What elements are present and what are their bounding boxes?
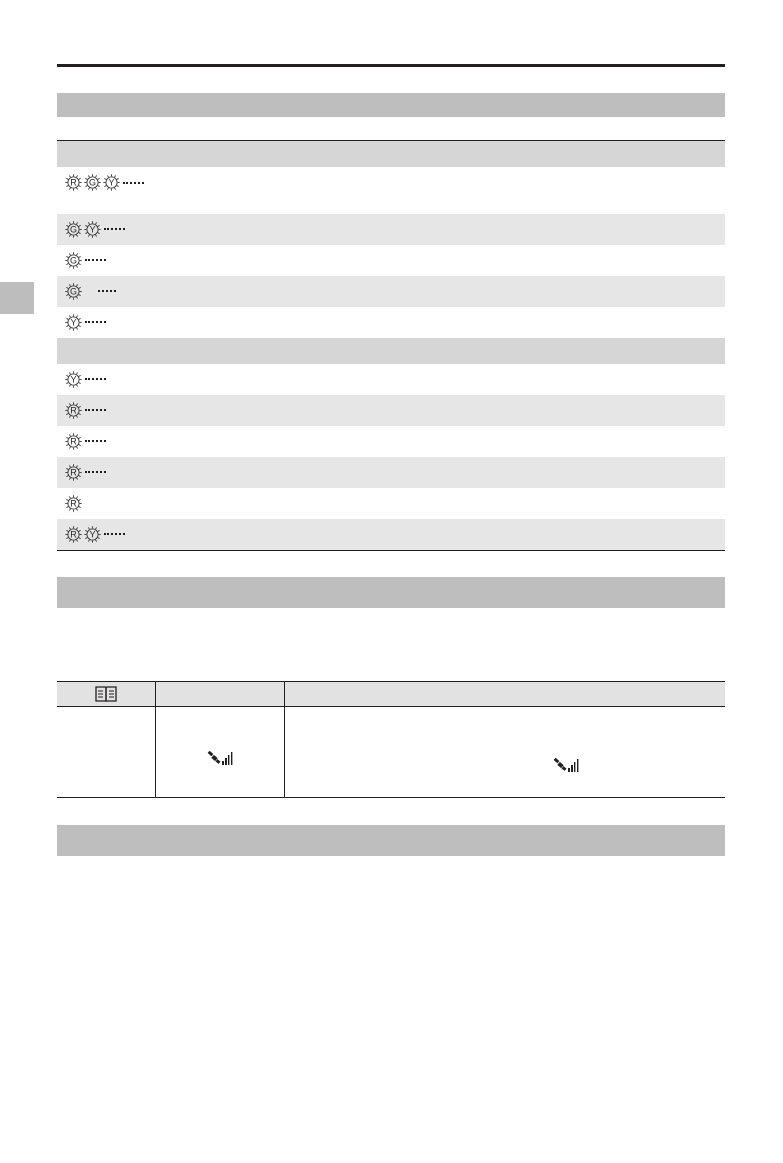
svg-text:R: R — [70, 405, 77, 416]
top-rule — [57, 64, 725, 67]
gps-table-header — [57, 681, 725, 707]
gps-signal-icon — [552, 756, 582, 779]
led-group-header — [57, 141, 725, 167]
led-r-icon — [65, 464, 82, 481]
led-g-icon — [65, 221, 82, 238]
blink-dots — [104, 228, 125, 232]
svg-text:R: R — [70, 436, 77, 447]
svg-text:G: G — [69, 255, 78, 266]
svg-text:Y: Y — [70, 317, 77, 328]
led-y-icon — [65, 314, 82, 331]
svg-text:G: G — [69, 224, 78, 235]
led-g-icon — [65, 252, 82, 269]
blink-dots — [85, 378, 106, 382]
svg-text:G: G — [88, 177, 97, 188]
led-y-icon — [84, 221, 101, 238]
svg-text:Y: Y — [108, 177, 115, 188]
gps-table — [57, 681, 725, 798]
svg-text:R: R — [70, 177, 77, 188]
blink-dots — [85, 409, 106, 413]
svg-text:R: R — [70, 529, 77, 540]
led-pattern-row — [57, 364, 725, 395]
led-pattern-row — [57, 426, 725, 457]
section-bar-gps — [57, 577, 725, 608]
led-r-icon — [65, 174, 82, 191]
blink-dots — [123, 182, 144, 186]
led-group-header — [57, 338, 725, 364]
led-pattern-row — [57, 519, 725, 550]
led-y-icon — [65, 371, 82, 388]
svg-text:Y: Y — [89, 224, 96, 235]
section-bar-led-indicators — [57, 93, 725, 117]
led-g-icon — [84, 174, 101, 191]
svg-text:Y: Y — [70, 374, 77, 385]
gps-signal-icon — [206, 749, 236, 772]
led-pattern-row — [57, 488, 725, 519]
section-bar-bottom — [57, 825, 725, 856]
svg-text:Y: Y — [89, 529, 96, 540]
svg-text:G: G — [69, 286, 78, 297]
led-r-icon — [65, 526, 82, 543]
led-pattern-row — [57, 276, 725, 307]
svg-text:R: R — [70, 498, 77, 509]
led-pattern-row — [57, 167, 725, 214]
led-r-icon — [65, 433, 82, 450]
led-g-icon — [65, 283, 82, 300]
led-r-icon — [65, 495, 82, 512]
blink-dots — [85, 321, 106, 325]
svg-text:R: R — [70, 467, 77, 478]
led-pattern-row — [57, 457, 725, 488]
led-r-icon — [65, 402, 82, 419]
led-pattern-row — [57, 395, 725, 426]
blink-dots — [104, 533, 125, 537]
section-tab — [0, 282, 34, 314]
blink-dots — [85, 259, 106, 263]
column-divider — [155, 681, 156, 797]
led-pattern-row — [57, 245, 725, 276]
blink-dots — [98, 290, 116, 294]
led-pattern-row — [57, 214, 725, 245]
manual-book-icon — [95, 685, 117, 708]
led-y-icon — [84, 526, 101, 543]
led-y-icon — [103, 174, 120, 191]
blink-dots — [85, 471, 106, 475]
led-table — [57, 140, 725, 551]
blink-dots — [85, 440, 106, 444]
led-pattern-row — [57, 307, 725, 338]
column-divider — [284, 681, 285, 797]
